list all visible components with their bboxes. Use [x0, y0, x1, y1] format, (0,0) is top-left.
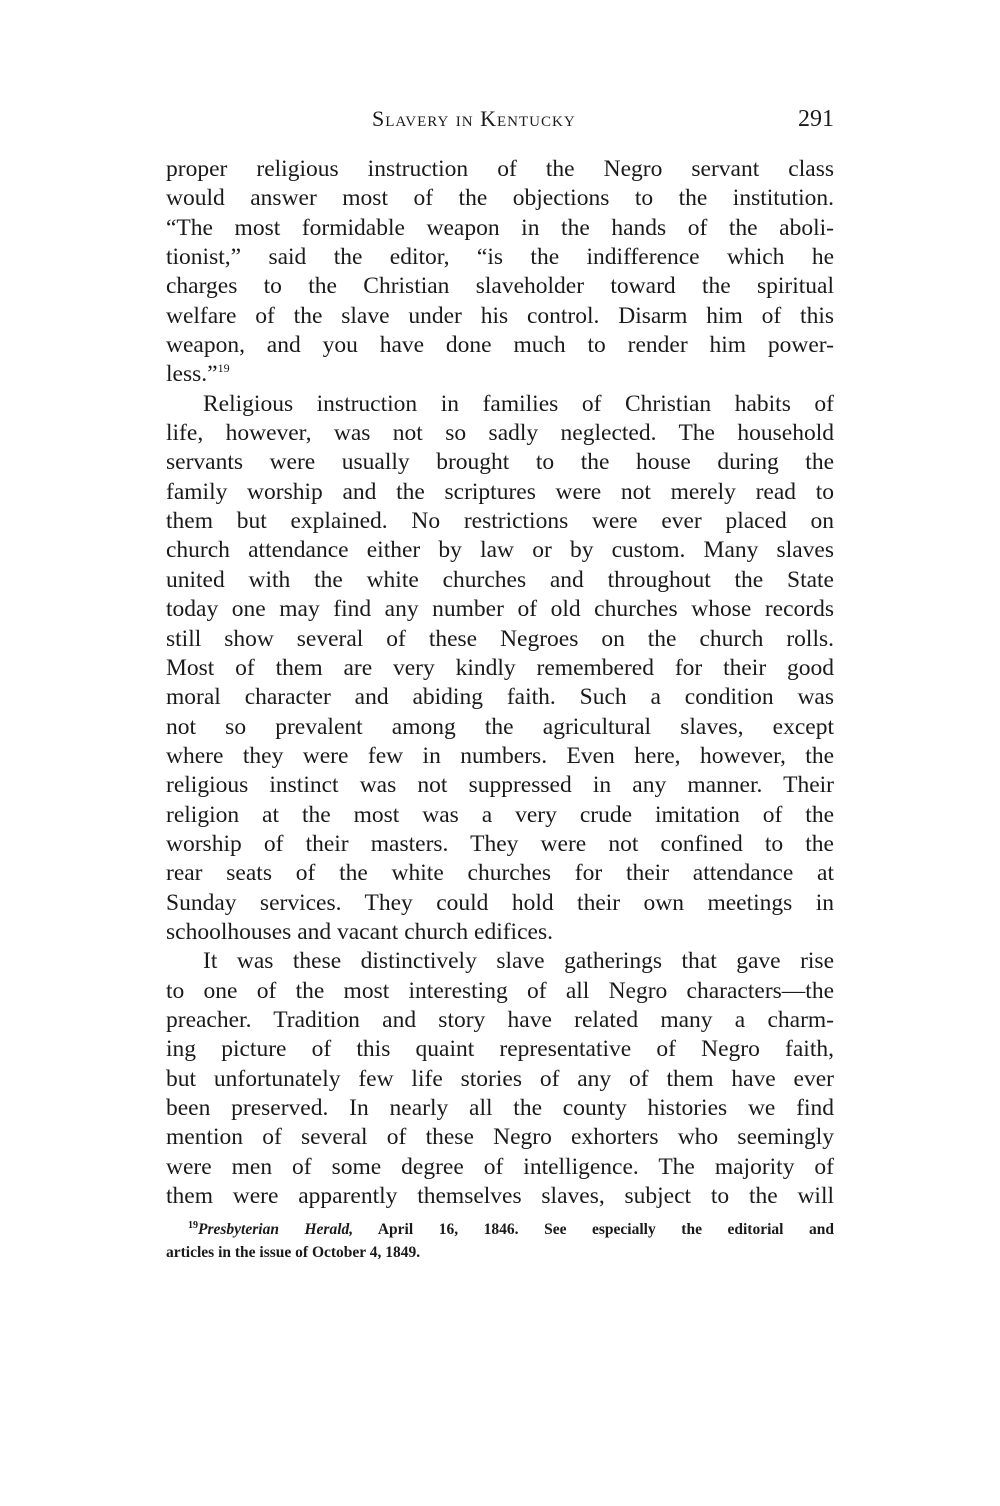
text-line: religion at the most was a very crude imitation of the: [166, 801, 834, 828]
footnote-line: [166, 1218, 834, 1241]
text-line: weapon, and you have done much to render him power-: [166, 332, 834, 359]
text-line: not so prevalent among the agricultural slaves, except: [166, 713, 834, 740]
text-line: charges to the Christian slaveholder toward the spiritual: [166, 273, 834, 300]
text-line: moral character and abiding faith. Such a condition was: [166, 684, 834, 711]
text-line: family worship and the scriptures were not merely read to: [166, 478, 834, 505]
footnote-text: April 16, 1846. See especially the editorial and: [353, 1221, 835, 1238]
text-line: would answer most of the objections to the institution.: [166, 185, 834, 212]
text-line: “The most formidable weapon in the hands of the aboli-: [166, 214, 834, 241]
running-title: Slavery in Kentucky: [372, 106, 576, 131]
footnotes: [166, 1218, 834, 1264]
running-head: [166, 106, 834, 136]
text-line: tionist,” said the editor, “is the indifference which he: [166, 244, 834, 271]
text-line: church attendance either by law or by custom. Many slaves: [166, 537, 834, 564]
text-line: been preserved. In nearly all the county histories we find: [166, 1095, 834, 1121]
text-line: still show several of these Negroes on the church rolls.: [166, 625, 834, 652]
text-line: to one of the most interesting of all Negro characters—the: [166, 977, 834, 1004]
paragraph-start-line: It was these distinctively slave gatherings that gave rise: [203, 948, 834, 975]
text-line: preacher. Tradition and story have related many a charm-: [166, 1006, 834, 1033]
book-page: [166, 0, 834, 1506]
text-line: welfare of the slave under his control. Disarm him of this: [166, 302, 834, 329]
text-line: Most of them are very kindly remembered for their good: [166, 654, 834, 681]
text-line-last: schoolhouses and vacant church edifices.: [166, 918, 553, 945]
body-text: [166, 155, 834, 1211]
text-line: them but explained. No restrictions were ever placed on: [166, 508, 834, 535]
text-line: religious instinct was not suppressed in any manner. Their: [166, 772, 834, 799]
text-line: where they were few in numbers. Even here, however, the: [166, 742, 834, 769]
text-line: life, however, was not so sadly neglected. The household: [166, 420, 834, 447]
text-line: them were apparently themselves slaves, subject to the will: [166, 1183, 834, 1210]
footnote-source: Presbyterian Herald,: [198, 1221, 354, 1238]
text-line-last: [166, 360, 834, 389]
footnote-line: articles in the issue of October 4, 1849.: [166, 1244, 421, 1261]
footnote-reference: 19: [217, 361, 230, 376]
text-line: worship of their masters. They were not confined to the: [166, 830, 834, 857]
text-line: were men of some degree of intelligence. The majority of: [166, 1153, 834, 1180]
text-line: ing picture of this quaint representative of Negro faith,: [166, 1036, 834, 1063]
text-line: today one may find any number of old churches whose records: [166, 596, 834, 623]
paragraph-start-line: Religious instruction in families of Christian habits of: [203, 390, 834, 417]
text-line: but unfortunately few life stories of any of them have ever: [166, 1065, 834, 1092]
page-number: 291: [798, 106, 834, 132]
text-line: proper religious instruction of the Negro servant class: [166, 156, 834, 182]
text-line: united with the white churches and throughout the State: [166, 566, 834, 593]
text-line: mention of several of these Negro exhorters who seemingly: [166, 1124, 834, 1151]
text-line-content: less.”: [166, 361, 218, 388]
text-line: servants were usually brought to the house during the: [166, 449, 834, 476]
text-line: Sunday services. They could hold their own meetings in: [166, 889, 834, 916]
footnote-number: 19: [188, 1220, 198, 1231]
text-line: rear seats of the white churches for their attendance at: [166, 860, 834, 887]
